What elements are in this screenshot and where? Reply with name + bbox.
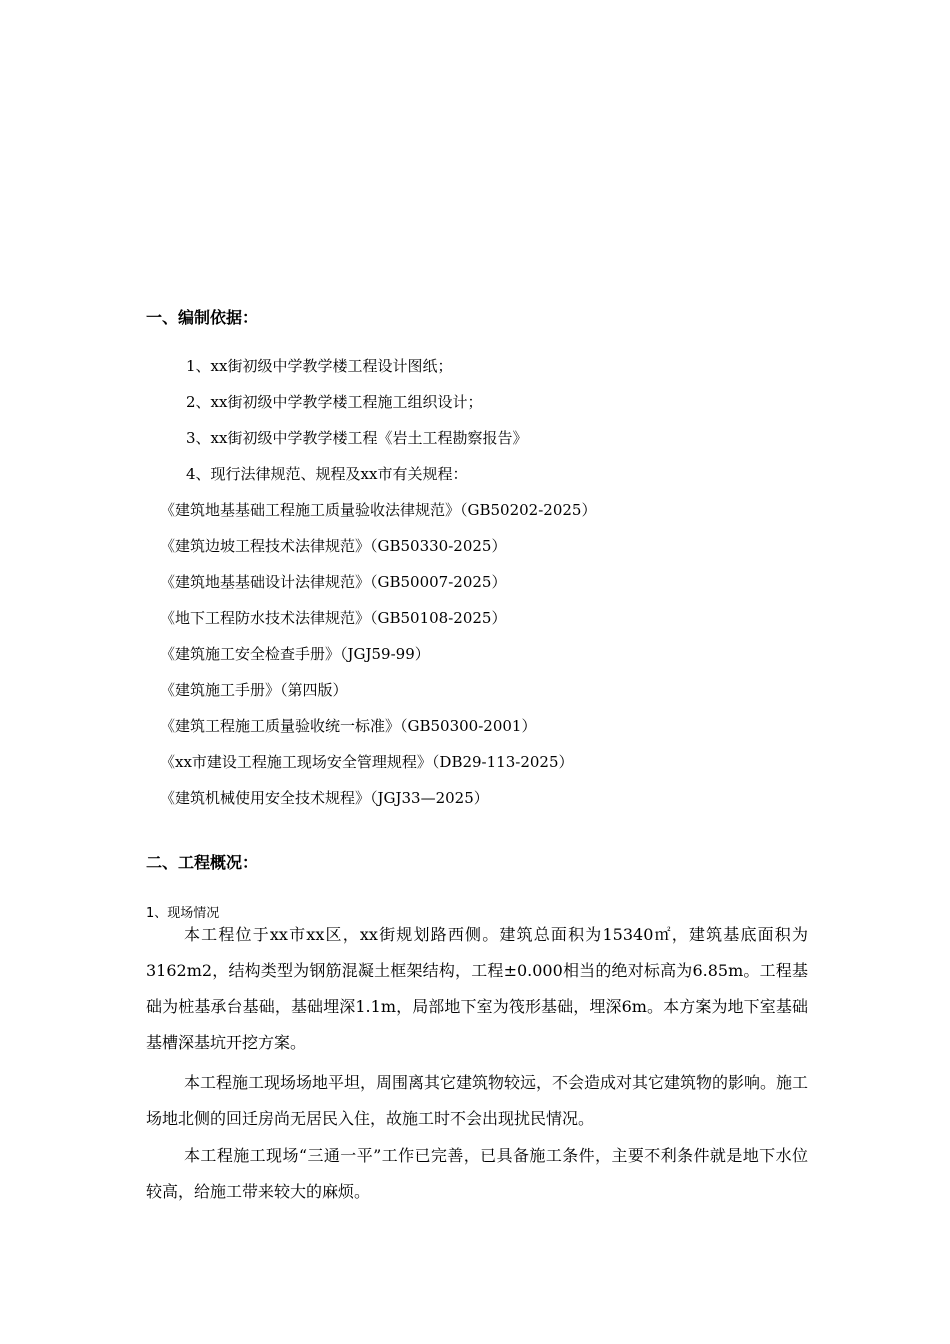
standard-item-6: 《建筑施工手册》（第四版）: [160, 681, 348, 699]
overview-paragraph-2: 本工程施工现场场地平坦，周围离其它建筑物较远，不会造成对其它建筑物的影响。施工场地北侧的回迁房尚无居民入住，故施工时不会出现扰民情况。: [146, 1073, 809, 1128]
basis-item-3: 3、xx街初级中学教学楼工程《岩土工程勘察报告》: [186, 429, 528, 447]
standard-item-1: 《建筑地基基础工程施工质量验收法律规范》（GB50202-2025）: [160, 501, 597, 519]
overview-paragraph-1: 本工程位于xx市xx区，xx街规划路西侧。建筑总面积为15340㎡，建筑基底面积为3162m2，结构类型为钢筋混凝土框架结构，工程±0.000相当的绝对标高为6.85m。工程基础为桩基承台基础，基础埋深1.1m，局部地下室为筏形基础，埋深6m。本方案为地下室基础基槽深基坑开挖方案。: [146, 925, 808, 1052]
section-heading-basis: 一、编制依据：: [146, 308, 259, 327]
basis-item-1: 1、xx街初级中学教学楼工程设计图纸；: [186, 357, 453, 375]
section-heading-overview: 二、工程概况：: [146, 853, 259, 872]
basis-item-4: 4、现行法律规范、规程及xx市有关规程：: [186, 465, 468, 483]
standard-item-7: 《建筑工程施工质量验收统一标准》（GB50300-2001）: [160, 717, 537, 735]
standard-item-5: 《建筑施工安全检查手册》（JGJ59-99）: [160, 645, 430, 663]
overview-paragraph-3: 本工程施工现场“三通一平”工作已完善，已具备施工条件，主要不利条件就是地下水位较高，给施工带来较大的麻烦。: [146, 1146, 808, 1201]
subsection-heading-site: 1、现场情况: [146, 906, 220, 921]
standard-item-3: 《建筑地基基础设计法律规范》（GB50007-2025）: [160, 573, 507, 591]
basis-item-2: 2、xx街初级中学教学楼工程施工组织设计；: [186, 393, 483, 411]
standard-item-2: 《建筑边坡工程技术法律规范》（GB50330-2025）: [160, 537, 507, 555]
standard-item-4: 《地下工程防水技术法律规范》（GB50108-2025）: [160, 609, 507, 627]
standard-item-9: 《建筑机械使用安全技术规程》（JGJ33—2025）: [160, 789, 489, 807]
standard-item-8: 《xx市建设工程施工现场安全管理规程》（DB29-113-2025）: [160, 753, 574, 771]
